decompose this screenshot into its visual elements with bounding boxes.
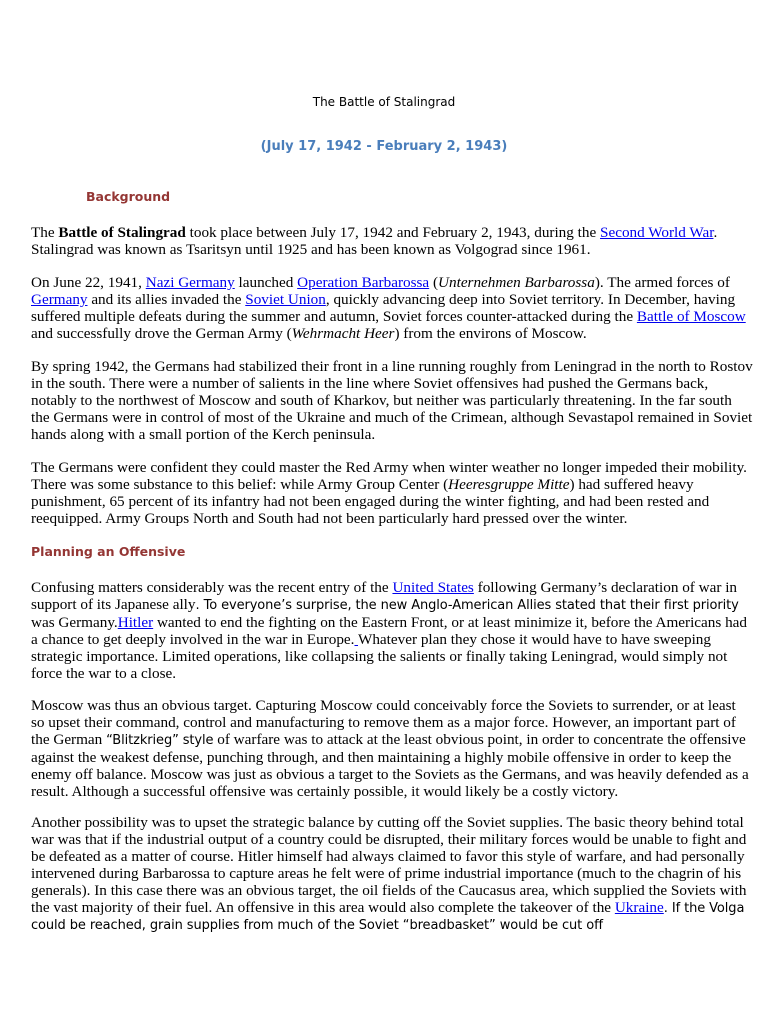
link-germany[interactable]: Germany <box>31 290 88 308</box>
link-second-world-war[interactable]: Second World War <box>600 224 714 241</box>
paragraph-barbarossa: On June 22, 1941, Nazi Germany launched Operation Barbarossa (Unternehmen Barbarossa). The armed forces of Germany and its allies invaded the Soviet Union, quickly advancing deep into Soviet territory. In December, having suffered multiple defeats during the summer and autumn, Soviet forces counter-attacked during the Battle of Moscow and successfully drove the German Army (Wehrmacht Heer) from the environs of Moscow. <box>31 274 746 342</box>
link-soviet-union[interactable]: Soviet Union <box>245 290 326 308</box>
link-united-states[interactable]: United States <box>392 579 474 596</box>
link-nazi-germany[interactable]: Nazi Germany <box>145 274 235 291</box>
paragraph-spring-1942: By spring 1942, the Germans had stabilized their front in a line running roughly from Leningrad in the north to Rostov in the south. There were a number of salients in the line where Soviet offensives had pushed the Germans back, notably to the northwest of Moscow and south of Kharkov, but neither was particularly threatening. In the far south the Germans were in control of most of the Ukraine and much of the Crimean, although Sevastapol remained in Soviet hands along with a small portion of the Kerch peninsula. <box>31 358 753 443</box>
link-operation-barbarossa[interactable]: Operation Barbarossa <box>297 274 430 291</box>
paragraph-german-confidence: The Germans were confident they could master the Red Army when winter weather no longer impeded their mobility. There was some substance to this belief: while Army Group Center (Heeresgruppe Mitte) had suffered heavy punishment, 65 percent of its infantry had not been engaged during the winter fighting, and had been rested and reequipped. Army Groups North and South had not been particularly hard pressed over the winter. <box>31 459 747 527</box>
link-battle-of-moscow[interactable]: Battle of Moscow <box>636 307 746 325</box>
document-title: The Battle of Stalingrad <box>312 95 456 109</box>
paragraph-moscow-target: Moscow was thus an obvious target. Capturing Moscow could conceivably force the Soviets to surrender, or at least so upset their command, control and manufacturing to remove them as a major force. However, an important part of the German “Blitzkrieg” style of warfare was to attack at the least obvious point, in order to concentrate the offensive against the weakest defense, punching through, and then maintaining a highly mobile offensive in order to keep the enemy off balance. Moscow was just as obvious a target to the Soviets as the Germans, and was heavily defended as a result. Although a successful offensive was certainly possible, it would likely be a costly victory. <box>31 697 749 800</box>
battle-dates: (July 17, 1942 - February 2, 1943) <box>260 139 508 154</box>
paragraph-intro: The Battle of Stalingrad took place between July 17, 1942 and February 2, 1943, during the Second World War. Stalingrad was known as Tsaritsyn until 1925 and has been known as Volgograd since 1961. <box>31 224 718 258</box>
heading-background: Background <box>86 189 171 204</box>
link-hitler[interactable]: Hitler <box>117 613 154 631</box>
paragraph-confusing-matters: Confusing matters considerably was the recent entry of the United States following Germany’s declaration of war in support of its Japanese ally. To everyone’s surprise, the new Anglo-American Allies stated that their first priority was Germany.Hitler wanted to end the fighting on the Eastern Front, or at least minimize it, before the Americans had a chance to get deeply involved in the war in Europe. Whatever plan they chose it would have to have sweeping strategic importance. Limited operations, like collapsing the salients or finally taking Leningrad, would simply not force the war to a close. <box>31 579 748 682</box>
heading-planning-offensive: Planning an Offensive <box>31 544 186 559</box>
battle-name-bold: Battle of Stalingrad <box>58 224 186 241</box>
paragraph-strategic-balance: Another possibility was to upset the strategic balance by cutting off the Soviet supplies. The basic theory behind total war was that if the industrial output of a country could be disrupted, their military forces would be unable to fight and be defeated as a matter of course. Hitler himself had always claimed to favor this style of warfare, and had personally intervened during Barbarossa to capture areas he felt were of prime industrial importance (much to the chagrin of his generals). In this case there was an obvious target, the oil fields of the Caucasus area, which supplied the Soviets with the vast majority of their fuel. An offensive in this area would also complete the takeover of the Ukraine. If the Volga could be reached, grain supplies from much of the Soviet “breadbasket” would be cut off <box>31 814 747 934</box>
link-ukraine[interactable]: Ukraine <box>614 898 664 916</box>
